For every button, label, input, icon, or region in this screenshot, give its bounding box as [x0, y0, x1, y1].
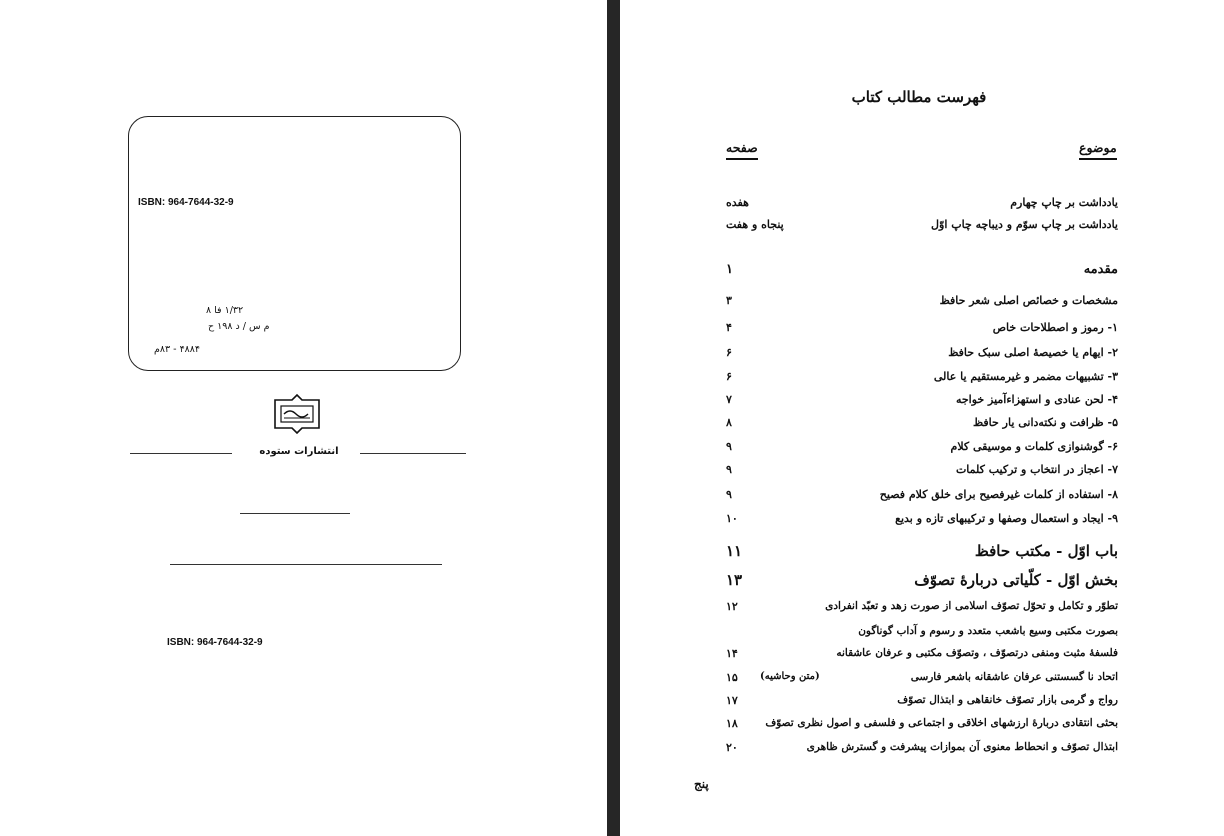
toc-column-page: صفحه [726, 140, 758, 160]
toc-entry: رواج و گرمی بازار تصوّف خانقاهی و ابتذال تصوّف ۱۷ [726, 694, 1118, 707]
toc-entry: ۷- اعجاز در انتخاب و ترکیب کلمات ۹ [726, 463, 1118, 476]
toc-title: فهرست مطالب کتاب [851, 88, 987, 106]
toc-entry: تطوّر و تکامل و تحوّل تصوّف اسلامی از صورت زهد و تعبّد انفرادی ۱۲ [726, 600, 1118, 613]
publisher-logo-icon [272, 392, 322, 434]
toc-entry: فلسفهٔ مثبت ومنفی درتصوّف ، وتصوّف مکتبی و عرفان عاشقانه ۱۴ [726, 647, 1118, 660]
toc-entry: ۱- رموز و اصطلاحات خاص ۴ [726, 321, 1118, 334]
toc-entry: ۸- استفاده از کلمات غیرفصیح برای خلق کلام فصیح ۹ [726, 488, 1118, 501]
toc-entry-section: بخش اوّل - کلّیاتی دربارهٔ تصوّف ۱۳ [726, 571, 1118, 589]
cip-library-number: ۴۸۸۴ - ۸۳م [154, 344, 200, 355]
toc-entry: مشخصات و خصائص اصلی شعر حافظ ۳ [726, 294, 1118, 307]
left-page [0, 0, 607, 836]
toc-entry: ۴- لحن عنادی و استهزاءآمیز خواجه ۷ [726, 393, 1118, 406]
toc-entry: یادداشت بر چاپ سوّم و دیباچه چاپ اوّل پنجاه و هفت [726, 218, 1118, 231]
divider [170, 564, 442, 565]
toc-entry-continuation: بصورت مکتبی وسیع باشعب متعدد و رسوم و آداب گوناگون [858, 625, 1118, 637]
toc-entry: ۶- گوشنوازی کلمات و موسیقی کلام ۹ [726, 440, 1118, 453]
toc-entry: یادداشت بر چاپ چهارم هفده [726, 196, 1118, 209]
divider [240, 513, 350, 514]
cip-isbn: ISBN: 964-7644-32-9 [138, 197, 234, 208]
imprint-isbn: ISBN: 964-7644-32-9 [167, 637, 263, 648]
toc-entry: اتحاد نا گسستنی عرفان عاشقانه باشعر فارسی ۱۵ [726, 671, 1118, 684]
toc-entry: ۲- ایهام یا خصیصهٔ اصلی سبک حافظ ۶ [726, 346, 1118, 359]
publisher-rule-right [360, 453, 466, 454]
toc-entry-heading: مقدمه ۱ [726, 262, 1118, 277]
toc-entry-chapter: باب اوّل - مکتب حافظ ۱۱ [726, 542, 1118, 560]
book-spine [607, 0, 620, 836]
cip-dewey-2: م س / د ۱۹۸ ح [208, 321, 270, 332]
toc-entry: بحثی انتقادی دربارهٔ ارزشهای اخلاقی و اجتماعی و فلسفی و اصول نظری تصوّف ۱۸ [726, 717, 1118, 730]
toc-entry: ۵- ظرافت و نکته‌دانی یار حافظ ۸ [726, 416, 1118, 429]
page-number: پنج [694, 777, 709, 791]
toc-entry: ۳- تشبیهات مضمر و غیرمستقیم یا عالی ۶ [726, 370, 1118, 383]
publisher-name: انتشارات ستوده [259, 446, 339, 457]
toc-note: (متن وحاشیه) [760, 671, 820, 682]
cip-dewey: ۱/۳۲ فا ۸ [206, 305, 244, 316]
toc-entry: ابتذال تصوّف و انحطاط معنوی آن بموازات پیشرفت و گسترش ظاهری ۲۰ [726, 741, 1118, 754]
toc-entry: ۹- ایجاد و استعمال وصفها و ترکیبهای تازه و بدیع ۱۰ [726, 512, 1118, 525]
cataloguing-box [128, 116, 461, 371]
toc-column-topic: موضوع [1079, 140, 1117, 160]
